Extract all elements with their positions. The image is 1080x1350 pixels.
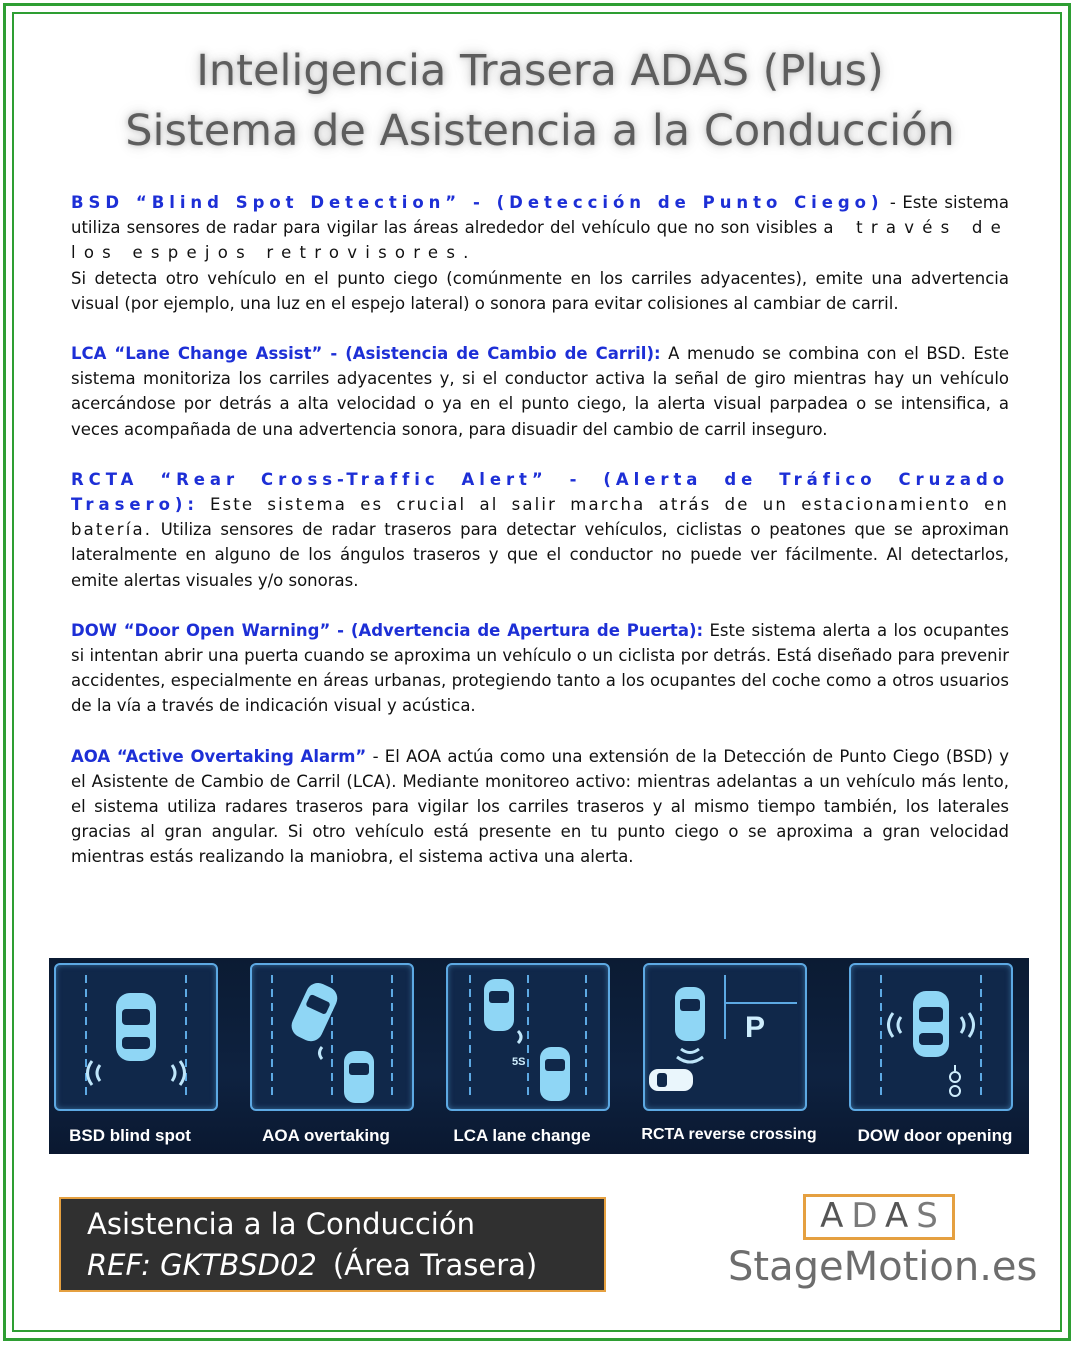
logo-letter-s: S [916, 1196, 946, 1236]
feature-card-aoa [250, 963, 414, 1111]
section-rcta [71, 467, 1009, 593]
bsd-illustration [56, 965, 216, 1109]
car-icon [116, 993, 156, 1061]
feature-card-dow [849, 963, 1013, 1111]
logo-letter-a2: A [885, 1196, 917, 1236]
car-icon [344, 1051, 374, 1103]
page-title-line1: Inteligencia Trasera ADAS (Plus) [196, 46, 884, 96]
feature-label-dow: DOW door opening [857, 1126, 1013, 1145]
aoa-illustration [252, 965, 412, 1109]
section-aoa-heading: AOA “Active Overtaking Alarm” [71, 746, 367, 766]
section-dow-heading: DOW “Door Open Warning” - (Advertencia de Apertura de Puerta): [71, 620, 704, 640]
section-bsd [71, 190, 1009, 316]
cyclist-icon [950, 1065, 960, 1096]
dow-illustration [851, 965, 1011, 1109]
feature-label-aoa: AOA overtaking [262, 1126, 390, 1145]
car-icon [484, 979, 514, 1031]
feature-label-bsd: BSD blind spot [69, 1126, 191, 1145]
section-bsd-text-a: Este sistema utiliza sensores de radar para vigilar las áreas alrededor del vehículo que no son visibles [71, 193, 1009, 238]
product-ref-line [87, 1248, 537, 1282]
brand-site: StageMotion.es [728, 1244, 1038, 1290]
content-body [71, 190, 1009, 895]
section-bsd-separator: - [883, 193, 903, 212]
section-aoa [71, 744, 1009, 870]
feature-card-lca [446, 963, 610, 1111]
lca-illustration [448, 965, 608, 1109]
section-dow-text: Este sistema alerta a los ocupantes si intentan abrir una puerta cuando se aproxima un vehículo o un ciclista por detrás. Está diseñado para prevenir accidentes, especialmente en áreas urbanas, protegiendo tanto a los ocupantes del coche como a otros usuarios de la vía a través de indicación visual y acústica. [71, 620, 1009, 716]
car-icon [649, 1069, 693, 1091]
adas-logo [803, 1194, 955, 1240]
page-title-line2: Sistema de Asistencia a la Conducción [125, 106, 955, 156]
product-reference-box [59, 1197, 606, 1292]
logo-letter-d: D [851, 1196, 885, 1236]
car-icon [288, 979, 342, 1045]
feature-card-bsd [54, 963, 218, 1111]
section-lca-text: A menudo se combina con el BSD. Este sistema monitoriza los carriles adyacentes y, si el conductor activa la señal de giro mientras hay un vehículo acercándose por detrás a alta velocidad o ya en el punto ciego, la alerta visual parpadea o se intensifica, a veces acompañada de una advertencia sonora, para disuadir del cambio de carril inseguro. [71, 344, 1009, 439]
car-icon [540, 1047, 570, 1101]
rcta-illustration [645, 965, 805, 1109]
product-area: (Área Trasera) [332, 1248, 538, 1282]
section-rcta-text-b: Utiliza sensores de radar traseros para detectar vehículos, ciclistas o peatones que se aproximan lateralmente en alguno de los ángulos traseros y que el conductor no puede ver fácilmente. Al detectarlos, emite alertas visuales y/o sonoras. [71, 520, 1009, 590]
features-panel [49, 958, 1029, 1154]
section-lca [71, 341, 1009, 442]
product-ref-code: REF: GKTBSD02 [87, 1248, 317, 1282]
section-dow [71, 618, 1009, 719]
section-aoa-text: - El AOA actúa como una extensión de la Detección de Punto Ciego (BSD) y el Asistente de Cambio de Carril (LCA). Mediante monitoreo activo: mientras adelantas a un vehículo más lento, el sistema utiliza radares traseros para vigilar los carriles traseros y al mismo tiempo también, los laterales gracias al gran angular. Si otro vehículo está presente en tu punto ciego o se aproxima a gran velocidad mientras estás realizando la maniobra, el sistema activa una alerta. [71, 746, 1009, 867]
car-icon [675, 987, 705, 1041]
section-rcta-text-a: Este sistema es crucial al salir marcha atrás de un estacionamiento en batería. [71, 495, 1010, 540]
lca-badge: 5S [512, 1056, 526, 1068]
parking-letter: P [745, 1011, 766, 1044]
logo-letter-a: A [820, 1196, 852, 1236]
product-name: Asistencia a la Conducción [87, 1207, 475, 1241]
section-bsd-text-c: Si detecta otro vehículo en el punto ciego (comúnmente en los carriles adyacentes), emite una advertencia visual (por ejemplo, una luz en el espejo lateral) o sonora para evitar colisiones al cambiar de carril. [71, 268, 1009, 313]
feature-label-lca: LCA lane change [453, 1126, 591, 1145]
section-bsd-text-b: a través de los espejos retrovisores. [71, 218, 1010, 263]
car-icon [913, 991, 949, 1057]
section-rcta-heading: RCTA “Rear Cross-Traffic Alert” - (Alerta de Tráfico Cruzado Trasero): [71, 469, 1009, 515]
feature-card-rcta [643, 963, 807, 1111]
feature-label-rcta: RCTA reverse crossing [641, 1126, 817, 1143]
section-lca-heading: LCA “Lane Change Assist” - (Asistencia de Cambio de Carril): [71, 344, 661, 364]
section-bsd-heading: BSD “Blind Spot Detection” - (Detección de Punto Ciego) [71, 193, 884, 212]
